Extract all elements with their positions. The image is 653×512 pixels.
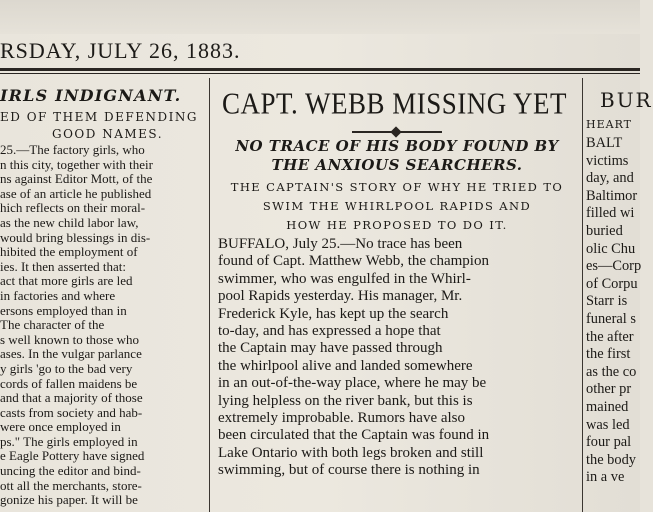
right-article	[586, 80, 653, 487]
article-line: lying helpless on the river bank, but this is	[218, 392, 473, 409]
headline-ornament	[352, 131, 442, 133]
article-line: to-day, and has expressed a hope that	[218, 323, 441, 340]
article-line: found of Capt. Matthew Webb, the champion	[218, 253, 489, 270]
article-line: es—Corp	[586, 258, 642, 275]
article-line: BUFFALO, July 25.—No trace has been	[218, 236, 463, 252]
right-headline: BUR	[600, 88, 653, 112]
article-line: victims	[586, 152, 629, 169]
article-line: other pr	[586, 381, 632, 398]
article-line: swimming, but of course there is nothing in	[218, 462, 480, 479]
article-line: olic Chu	[586, 240, 636, 257]
article-line: Frederick Kyle, has kept up the search	[218, 305, 449, 322]
article-line: n this city, together with their	[0, 156, 153, 172]
article-line: pool Rapids yesterday. His manager, Mr.	[218, 288, 463, 305]
article-line: were once employed in	[0, 419, 121, 435]
article-line: been circulated that the Captain was found in	[218, 427, 490, 444]
main-headline: CAPT. WEBB MISSING YET	[222, 86, 568, 121]
main-article	[214, 80, 580, 480]
article-line: swimmer, who was engulfed in the Whirl-	[218, 270, 471, 287]
article-line: as the co	[586, 363, 637, 380]
article-line: four pal	[586, 434, 632, 451]
deck-caps-1: THE CAPTAIN'S STORY OF WHY HE TRIED TO	[230, 180, 564, 194]
column-rule-right	[582, 78, 583, 512]
article-line: mained	[586, 398, 629, 415]
article-line: was led	[586, 416, 630, 433]
article-line: buried	[586, 222, 623, 239]
article-line: Baltimor	[586, 187, 638, 204]
article-line: ersons employed than in	[0, 302, 127, 318]
article-line: and that a majority of those	[0, 390, 143, 406]
deck-italic-1: NO TRACE OF HIS BODY FOUND BY	[235, 137, 559, 155]
column-rule-left	[209, 78, 210, 512]
article-line: of Corpu	[586, 275, 638, 292]
article-line: s well known to those who	[0, 331, 140, 347]
article-line: gonize his paper. It will be	[0, 492, 138, 508]
article-line: BALT	[586, 135, 623, 151]
article-line: extremely improbable. Rumors have also	[218, 410, 466, 427]
article-line: the first	[586, 346, 631, 363]
article-line: Starr is	[586, 293, 628, 310]
article-line: act that more girls are led	[0, 273, 133, 289]
left-subhead-1: ED OF THEM DEFENDING	[0, 110, 198, 124]
masthead-rule-thick	[0, 68, 640, 71]
article-line: in an out-of-the-way place, where he may be	[218, 375, 487, 392]
deck-caps-3: HOW HE PROPOSED TO DO IT.	[286, 218, 508, 232]
masthead-rule-thin	[0, 73, 640, 74]
article-line: hich reflects on their moral-	[0, 200, 146, 216]
article-line: in a ve	[586, 469, 625, 486]
article-line: ps." The girls employed in	[0, 433, 138, 449]
article-line: funeral s	[586, 310, 636, 327]
article-line: would bring blessings in dis-	[0, 229, 151, 245]
article-line: filled wi	[586, 205, 635, 222]
article-line: e Eagle Pottery have signed	[0, 448, 145, 464]
deck-italic-2: THE ANXIOUS SEARCHERS.	[271, 156, 523, 174]
main-article-body	[214, 236, 580, 480]
article-line: ases. In the vulgar parlance	[0, 346, 142, 362]
article-line: hibited the employment of	[0, 244, 138, 260]
article-line: The character of the	[0, 317, 105, 333]
left-headline: IRLS INDIGNANT.	[0, 86, 182, 105]
article-line: the Captain may have passed through	[218, 340, 443, 357]
masthead-edge	[0, 0, 640, 34]
article-line: ase of an article he published	[0, 185, 152, 201]
right-article-body	[586, 135, 646, 487]
article-line: casts from society and hab-	[0, 404, 143, 420]
article-line: 25.—The factory girls, who	[0, 142, 145, 157]
left-article	[0, 80, 208, 508]
article-line: ns against Editor Mott, of the	[0, 171, 153, 187]
left-article-body	[0, 143, 208, 508]
article-line: the body	[586, 451, 636, 468]
article-line: uncing the editor and bind-	[0, 463, 141, 479]
article-line: ott all the merchants, store-	[0, 477, 142, 493]
article-line: Lake Ontario with both legs broken and still	[218, 444, 484, 461]
article-line: cords of fallen maidens be	[0, 375, 138, 391]
article-line: ies. It then asserted that:	[0, 258, 126, 274]
article-line: day, and	[586, 170, 634, 187]
article-line: the after	[586, 328, 634, 345]
left-subhead-2: GOOD NAMES.	[52, 127, 164, 141]
article-line: in factories and where	[0, 287, 116, 303]
deck-caps-2: SWIM THE WHIRLPOOL RAPIDS AND	[262, 199, 532, 213]
article-line: the whirlpool alive and landed somewhere	[218, 357, 473, 374]
article-line: as the new child labor law,	[0, 214, 139, 230]
article-line: y girls 'go to the bad very	[0, 360, 133, 376]
right-subhead: HEART	[586, 118, 632, 131]
dateline: RSDAY, JULY 26, 1883.	[0, 38, 241, 63]
